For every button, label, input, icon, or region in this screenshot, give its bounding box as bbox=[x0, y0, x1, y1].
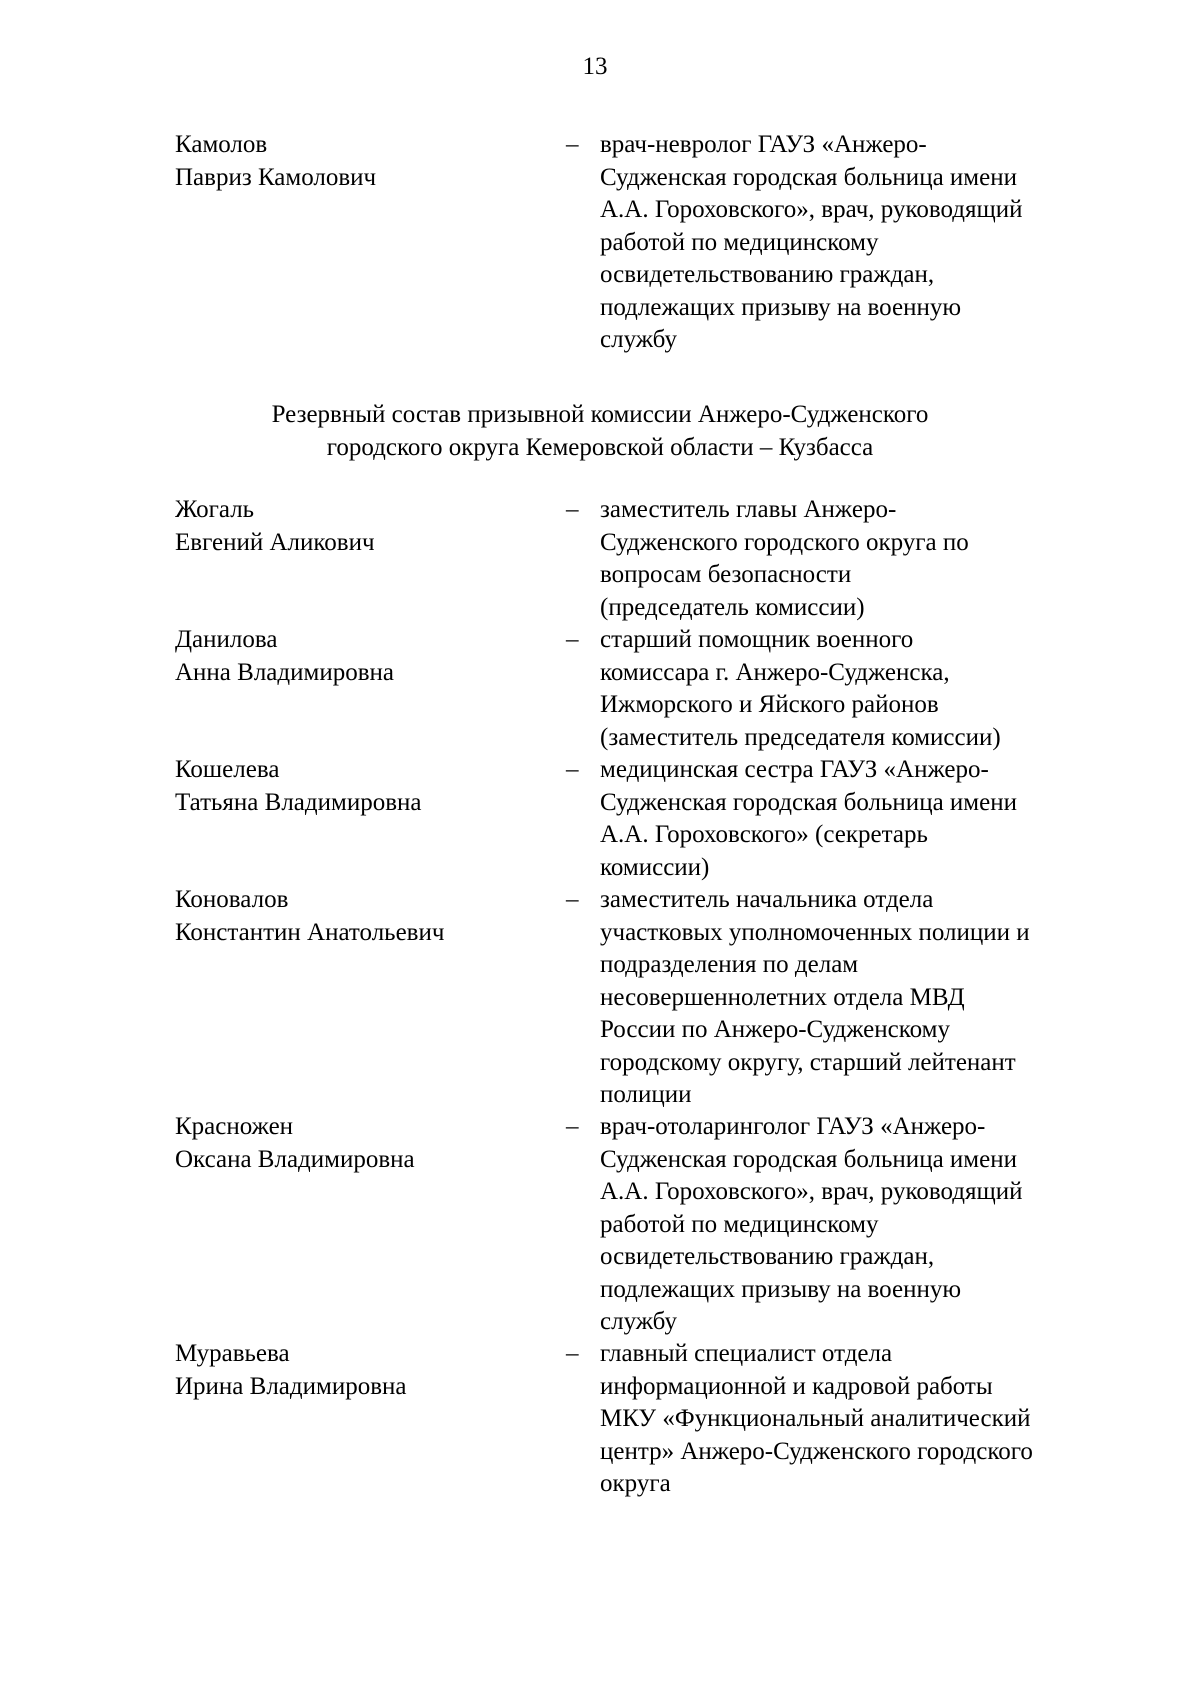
description-line: полиции bbox=[600, 1081, 692, 1108]
description-line: старший помощник военного bbox=[600, 626, 914, 653]
member-surname: Жогаль bbox=[175, 496, 255, 523]
description-line: освидетельствованию граждан, bbox=[600, 261, 935, 288]
member-description bbox=[600, 884, 1120, 1112]
member-given-names: Евгений Аликович bbox=[175, 528, 375, 556]
description-line: городскому округу, старший лейтенант bbox=[600, 1048, 1016, 1076]
description-line: подразделения по делам bbox=[600, 951, 859, 978]
member-given-names: Ирина Владимировна bbox=[175, 1372, 407, 1400]
description-line: заместитель главы Анжеро- bbox=[600, 496, 897, 523]
member-description bbox=[600, 754, 1120, 884]
dash-separator: – bbox=[566, 756, 579, 783]
dash-separator: – bbox=[566, 1113, 579, 1140]
description-line: (председатель комиссии) bbox=[600, 593, 865, 621]
member-surname: Коновалов bbox=[175, 886, 289, 913]
description-line: А.А. Гороховского», врач, руководящий bbox=[600, 196, 1023, 223]
description-line: Судженская городская больница имени bbox=[600, 163, 1017, 191]
description-line: врач-невролог ГАУЗ «Анжеро- bbox=[600, 131, 927, 158]
description-line: Судженского городского округа по bbox=[600, 528, 969, 556]
dash-separator: – bbox=[566, 886, 579, 913]
description-line: МКУ «Функциональный аналитический bbox=[600, 1405, 1031, 1432]
member-given-names: Татьяна Владимировна bbox=[175, 788, 422, 816]
description-line: участковых уполномоченных полиции и bbox=[600, 918, 1030, 946]
description-line: комиссара г. Анжеро-Судженска, bbox=[600, 658, 950, 686]
member-surname: Муравьева bbox=[175, 1340, 290, 1367]
description-line: Ижморского и Яйского районов bbox=[600, 691, 939, 718]
description-line: России по Анжеро-Судженскому bbox=[600, 1016, 950, 1043]
member-description bbox=[600, 1111, 1120, 1339]
section-heading-line: Резервный состав призывной комиссии Анжеро-Судженского bbox=[271, 401, 929, 428]
description-line: медицинская сестра ГАУЗ «Анжеро- bbox=[600, 756, 989, 783]
member-name bbox=[175, 1111, 565, 1176]
description-line: информационной и кадровой работы bbox=[600, 1372, 993, 1400]
description-line: работой по медицинскому bbox=[600, 1210, 879, 1238]
description-line: работой по медицинскому bbox=[600, 228, 879, 256]
page-number: 13 bbox=[582, 53, 608, 80]
member-name bbox=[175, 129, 565, 194]
member-surname: Камолов bbox=[175, 131, 268, 158]
description-line: заместитель начальника отдела bbox=[600, 886, 934, 913]
member-name bbox=[175, 494, 565, 559]
description-line: А.А. Гороховского», врач, руководящий bbox=[600, 1178, 1023, 1205]
dash-separator: – bbox=[566, 131, 579, 158]
member-name bbox=[175, 1338, 565, 1403]
description-line: Судженская городская больница имени bbox=[600, 1145, 1017, 1173]
description-line: (заместитель председателя комиссии) bbox=[600, 723, 1001, 751]
member-surname: Кошелева bbox=[175, 756, 280, 783]
member-name bbox=[175, 754, 565, 819]
description-line: службу bbox=[600, 326, 677, 353]
description-line: освидетельствованию граждан, bbox=[600, 1243, 935, 1270]
description-line: А.А. Гороховского» (секретарь bbox=[600, 821, 928, 848]
description-line: подлежащих призыву на военную bbox=[600, 1275, 962, 1303]
description-line: подлежащих призыву на военную bbox=[600, 293, 962, 321]
member-given-names: Константин Анатольевич bbox=[175, 918, 445, 946]
dash-separator: – bbox=[566, 496, 579, 523]
description-line: врач-отоларинголог ГАУЗ «Анжеро- bbox=[600, 1113, 986, 1140]
member-given-names: Анна Владимировна bbox=[175, 658, 394, 686]
description-line: комиссии) bbox=[600, 853, 710, 881]
description-line: главный специалист отдела bbox=[600, 1340, 893, 1367]
description-line: центр» Анжеро-Судженского городского bbox=[600, 1437, 1033, 1465]
member-surname: Данилова bbox=[175, 626, 278, 653]
member-description bbox=[600, 129, 1120, 357]
description-line: округа bbox=[600, 1470, 671, 1497]
member-description bbox=[600, 624, 1120, 754]
member-description bbox=[600, 494, 1120, 624]
member-given-names: Оксана Владимировна bbox=[175, 1145, 415, 1173]
dash-separator: – bbox=[566, 1340, 579, 1367]
member-name bbox=[175, 884, 565, 949]
section-heading bbox=[0, 399, 1200, 464]
description-line: вопросам безопасности bbox=[600, 561, 852, 588]
section-heading-line: городского округа Кемеровской области – Кузбасса bbox=[326, 433, 874, 461]
member-description bbox=[600, 1338, 1120, 1501]
description-line: несовершеннолетних отдела МВД bbox=[600, 983, 965, 1011]
member-surname: Красножен bbox=[175, 1113, 294, 1140]
dash-separator: – bbox=[566, 626, 579, 653]
member-name bbox=[175, 624, 565, 689]
description-line: службу bbox=[600, 1308, 677, 1335]
description-line: Судженская городская больница имени bbox=[600, 788, 1017, 816]
member-given-names: Павриз Камолович bbox=[175, 163, 377, 191]
